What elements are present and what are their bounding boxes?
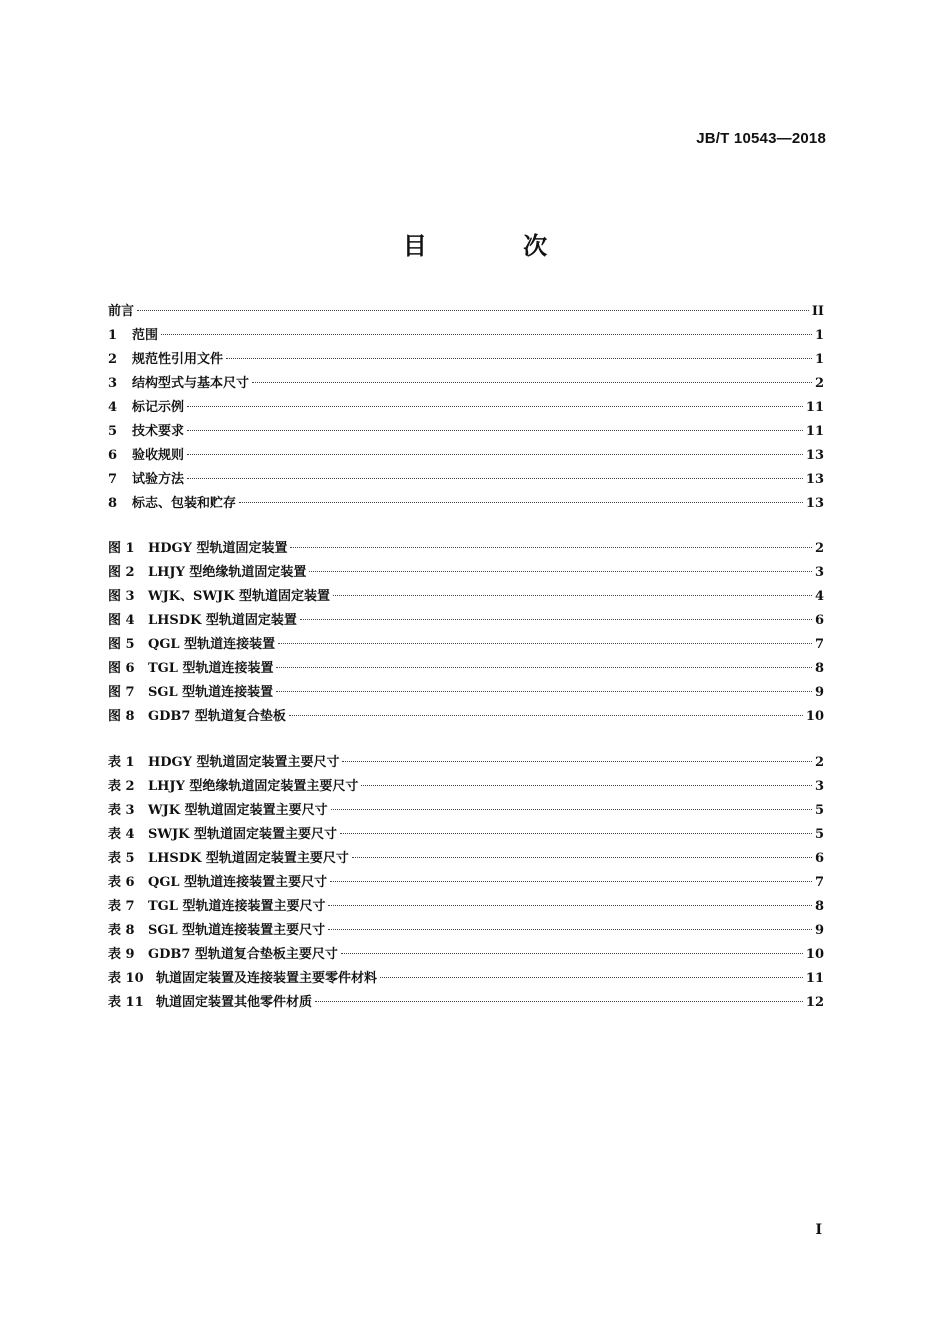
- toc-entry-label: 标记示例: [132, 400, 185, 415]
- toc-entry-number: 图 6: [108, 661, 135, 676]
- dot-leader: [340, 833, 812, 834]
- dot-leader: [342, 761, 811, 762]
- toc-entry[interactable]: [108, 561, 824, 585]
- toc-entry-number: 表 11: [108, 995, 144, 1010]
- toc-entry-number: 表 1: [108, 755, 135, 770]
- toc-sections: [108, 300, 824, 516]
- dot-leader: [187, 454, 803, 455]
- toc-entry-number: 7: [108, 472, 118, 487]
- toc-entry-page: 11: [805, 971, 824, 986]
- toc-entry[interactable]: [108, 420, 824, 444]
- toc-entry-number: 表 9: [108, 947, 135, 962]
- toc-entry[interactable]: [108, 396, 824, 420]
- dot-leader: [278, 643, 812, 644]
- toc-entry-number: 表 2: [108, 779, 135, 794]
- toc-entry[interactable]: [108, 751, 824, 775]
- dot-leader: [341, 953, 803, 954]
- toc-entry[interactable]: [108, 585, 824, 609]
- toc-entry-page: 8: [814, 661, 824, 676]
- toc-entry-label: 技术要求: [132, 424, 185, 439]
- toc-entry[interactable]: [108, 919, 824, 943]
- toc-entry-label: HDGY 型轨道固定装置主要尺寸: [148, 755, 340, 770]
- toc-entry-label: WJK、SWJK 型轨道固定装置: [148, 589, 331, 604]
- toc-entry[interactable]: [108, 633, 824, 657]
- toc-entry-label: TGL 型轨道连接装置: [148, 661, 274, 676]
- page-title: 目 次: [402, 232, 592, 260]
- toc-entry[interactable]: [108, 468, 824, 492]
- toc-tables: [108, 751, 824, 1015]
- toc-entry-label: 前言: [108, 304, 135, 319]
- toc-entry-page: 5: [814, 827, 824, 842]
- toc-entry[interactable]: [108, 823, 824, 847]
- toc-entry-label: LHSDK 型轨道固定装置: [148, 613, 297, 628]
- dot-leader: [352, 857, 812, 858]
- toc-entry-label: QGL 型轨道连接装置: [148, 637, 276, 652]
- dot-leader: [161, 334, 812, 335]
- toc-entry-page: 5: [814, 803, 824, 818]
- toc-entry-label: GDB7 型轨道复合垫板主要尺寸: [148, 947, 338, 962]
- toc-entry-label: LHSDK 型轨道固定装置主要尺寸: [148, 851, 349, 866]
- toc-entry-page: 13: [805, 472, 824, 487]
- dot-leader: [309, 571, 812, 572]
- toc-entry[interactable]: [108, 348, 824, 372]
- toc-entry-page: 8: [814, 899, 824, 914]
- toc-entry[interactable]: [108, 871, 824, 895]
- dot-leader: [187, 478, 803, 479]
- dot-leader: [300, 619, 812, 620]
- dot-leader: [328, 929, 812, 930]
- dot-leader: [380, 977, 803, 978]
- toc-entry-label: 结构型式与基本尺寸: [132, 376, 250, 391]
- toc-entry-number: 3: [108, 376, 118, 391]
- dot-leader: [187, 430, 803, 431]
- toc-entry[interactable]: [108, 681, 824, 705]
- toc-entry-page: 2: [814, 541, 824, 556]
- toc-entry[interactable]: [108, 943, 824, 967]
- toc-entry-page: 13: [805, 496, 824, 511]
- toc-entry[interactable]: [108, 991, 824, 1015]
- toc-entry[interactable]: [108, 705, 824, 729]
- toc-entry-number: 1: [108, 328, 118, 343]
- page-number: I: [815, 1222, 822, 1238]
- toc-entry-label: GDB7 型轨道复合垫板: [148, 709, 286, 724]
- toc-entry-number: 表 6: [108, 875, 135, 890]
- toc-entry[interactable]: [108, 799, 824, 823]
- toc-entry-label: SGL 型轨道连接装置: [148, 685, 274, 700]
- toc-entry-label: 标志、包装和贮存: [132, 496, 237, 511]
- dot-leader: [315, 1001, 803, 1002]
- toc-entry-label: SWJK 型轨道固定装置主要尺寸: [148, 827, 337, 842]
- dot-leader: [330, 881, 812, 882]
- toc-entry-page: 10: [805, 947, 824, 962]
- toc-entry[interactable]: [108, 537, 824, 561]
- toc-entry-page: 4: [814, 589, 824, 604]
- toc-entry-number: 表 5: [108, 851, 135, 866]
- toc-entry-number: 表 10: [108, 971, 144, 986]
- dot-leader: [361, 785, 812, 786]
- toc-entry-label: 规范性引用文件: [132, 352, 224, 367]
- toc-entry-label: LHJY 型绝缘轨道固定装置: [148, 565, 307, 580]
- toc-entry[interactable]: [108, 775, 824, 799]
- toc-entry-page: 11: [805, 400, 824, 415]
- toc-entry-number: 4: [108, 400, 118, 415]
- toc-entry-page: 1: [814, 352, 824, 367]
- toc-entry-label: 验收规则: [132, 448, 185, 463]
- toc-entry-label: 试验方法: [132, 472, 185, 487]
- toc-entry[interactable]: [108, 324, 824, 348]
- toc-entry[interactable]: [108, 444, 824, 468]
- toc-entry[interactable]: [108, 847, 824, 871]
- toc-entry-number: 6: [108, 448, 118, 463]
- dot-leader: [187, 406, 803, 407]
- toc-entry[interactable]: [108, 372, 824, 396]
- toc-entry-number: 图 4: [108, 613, 135, 628]
- toc-entry-page: 7: [814, 875, 824, 890]
- dot-leader: [276, 691, 812, 692]
- toc-entry-number: 图 3: [108, 589, 135, 604]
- toc-entry-page: II: [811, 304, 824, 319]
- toc-entry-page: 3: [814, 779, 824, 794]
- toc-entry[interactable]: [108, 609, 824, 633]
- toc-entry-label: SGL 型轨道连接装置主要尺寸: [148, 923, 326, 938]
- toc-entry-page: 11: [805, 424, 824, 439]
- toc-entry-label: 范围: [132, 328, 159, 343]
- dot-leader: [328, 905, 812, 906]
- toc-entry-label: QGL 型轨道连接装置主要尺寸: [148, 875, 328, 890]
- toc-entry-number: 5: [108, 424, 118, 439]
- dot-leader: [226, 358, 812, 359]
- toc-figures: [108, 537, 824, 729]
- dot-leader: [239, 502, 803, 503]
- toc-entry-label: TGL 型轨道连接装置主要尺寸: [148, 899, 326, 914]
- dot-leader: [276, 667, 812, 668]
- toc-entry-page: 9: [814, 923, 824, 938]
- toc-entry[interactable]: [108, 895, 824, 919]
- dot-leader: [137, 310, 809, 311]
- toc-entry-page: 9: [814, 685, 824, 700]
- toc-entry-page: 13: [805, 448, 824, 463]
- toc-entry-number: 图 7: [108, 685, 135, 700]
- toc-entry-page: 2: [814, 376, 824, 391]
- toc-entry-number: 图 8: [108, 709, 135, 724]
- toc-entry-page: 3: [814, 565, 824, 580]
- toc-entry-number: 表 3: [108, 803, 135, 818]
- dot-leader: [333, 595, 812, 596]
- toc-entry-number: 2: [108, 352, 118, 367]
- toc-entry-label: LHJY 型绝缘轨道固定装置主要尺寸: [148, 779, 359, 794]
- toc-entry-page: 10: [805, 709, 824, 724]
- toc-entry-page: 6: [814, 851, 824, 866]
- toc-entry-label: 轨道固定装置及连接装置主要零件材料: [156, 971, 378, 986]
- toc-entry-label: WJK 型轨道固定装置主要尺寸: [148, 803, 328, 818]
- toc-entry-page: 1: [814, 328, 824, 343]
- dot-leader: [289, 715, 803, 716]
- toc-entry[interactable]: [108, 657, 824, 681]
- toc-entry[interactable]: [108, 967, 824, 991]
- toc-entry[interactable]: [108, 300, 824, 324]
- toc-entry-number: 图 2: [108, 565, 135, 580]
- toc-entry-number: 图 1: [108, 541, 135, 556]
- toc-entry-number: 表 8: [108, 923, 135, 938]
- toc-entry-page: 6: [814, 613, 824, 628]
- dot-leader: [290, 547, 811, 548]
- toc-entry-number: 表 4: [108, 827, 135, 842]
- toc-entry-number: 8: [108, 496, 118, 511]
- toc-entry[interactable]: [108, 492, 824, 516]
- toc-entry-page: 7: [814, 637, 824, 652]
- toc-entry-page: 12: [805, 995, 824, 1010]
- toc-entry-page: 2: [814, 755, 824, 770]
- toc-entry-number: 图 5: [108, 637, 135, 652]
- dot-leader: [252, 382, 812, 383]
- toc-entry-label: 轨道固定装置其他零件材质: [156, 995, 313, 1010]
- toc-entry-number: 表 7: [108, 899, 135, 914]
- toc-entry-label: HDGY 型轨道固定装置: [148, 541, 288, 556]
- dot-leader: [331, 809, 812, 810]
- standard-code: JB/T 10543—2018: [696, 130, 826, 147]
